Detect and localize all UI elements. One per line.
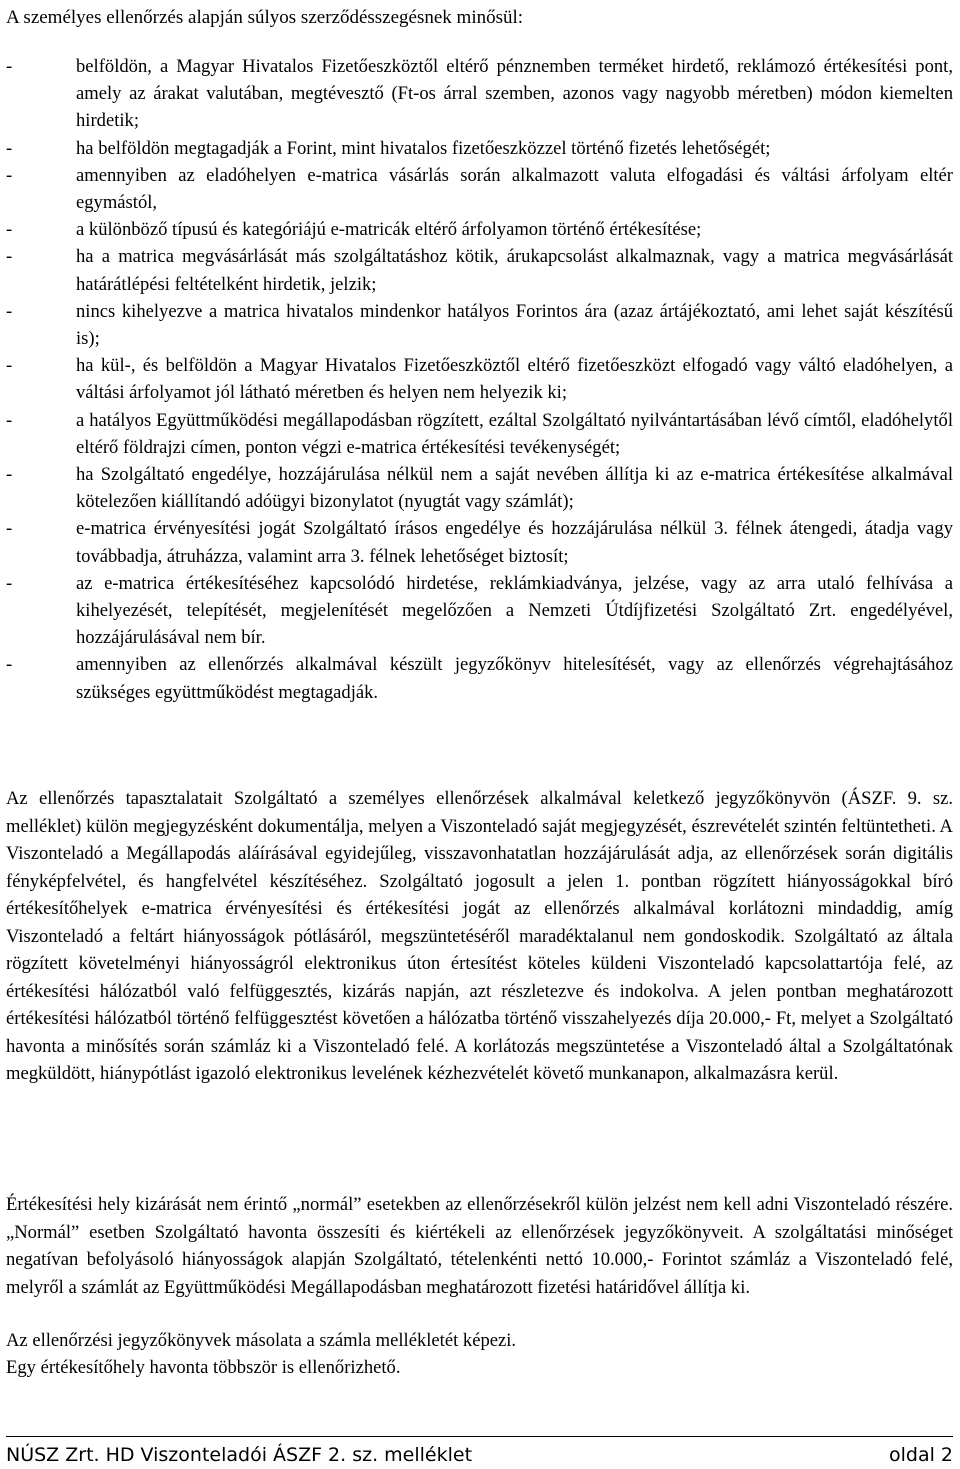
list-item xyxy=(6,298,953,352)
list-item-text: nincs kihelyezve a matrica hivatalos mindenkor hatályos Forintos ára (azaz ártájékoztató, ami lehet saját készítésű is); xyxy=(76,300,953,350)
list-dash: - xyxy=(6,518,13,540)
list-item-text: a különböző típusú és kategóriájú e-matricák eltérő árfolyamon történő értékesítése; xyxy=(76,219,702,241)
list-item xyxy=(6,135,953,162)
list-dash: - xyxy=(6,246,13,268)
list-item-text: belföldön, a Magyar Hivatalos Fizetőeszköztől eltérő pénznemben terméket hirdető, reklámozó értékesítési pont, amely az árakat valutában, megtévesztő (Ft-os árral szemben, azonos vagy nagyobb méretben) módon kiemelten hirdetik; xyxy=(76,56,953,132)
list-item xyxy=(6,515,953,569)
list-item xyxy=(6,162,953,216)
list-item-text: ha a matrica megvásárlását más szolgáltatáshoz kötik, árukapcsolást alkalmaznak, vagy a matrica megvásárlását határátlépési feltételként hirdetik, jelzik; xyxy=(76,246,953,295)
list-dash: - xyxy=(6,572,13,594)
list-item-text: ha kül-, és belföldön a Magyar Hivatalos Fizetőeszköztől eltérő fizetőeszközt elfogadó vagy váltó eladóhelyen, a váltási árfolyamot jól látható méretben és helyen nem helyezik ki; xyxy=(76,355,953,404)
list-dash: - xyxy=(6,56,13,77)
paragraph-inspection-findings: Az ellenőrzés tapasztalatait Szolgáltató a személyes ellenőrzések alkalmával keletkező jegyzőkönyvön (ÁSZF. 9. sz. melléklet) külön megjegyzésként dokumentálja, melyen a Viszonteladó saját megjegyzését, észrevételét szintén feltüntetheti. A Viszonteladó a Megállapodás aláírásával egyidejűleg, visszavonhatatlan hozzájárulását adja, az ellenőrzések során digitális fényképfelvétel, és hangfelvétel készítéséhez. Szolgáltató jogosult a jelen 1. pontban rögzített hiányosságokkal bíró értékesítőhelyek e-matrica érvényesítési és értékesítési jogát az ellenőrzés alkalmával korlátozni mindaddig, amíg Viszonteladó a feltárt hiányosságok pótlásáról, megszüntetéséről maradéktalanul nem gondoskodik. Szolgáltató az általa rögzített követelményi hiányosságról elektronikus úton értesítést köteles küldeni Viszonteladó kapcsolattartója felé, az értékesítési hálózatból való felfüggesztés, kizárás napján, azt részletezve és indokolva. A jelen pontban meghatározott értékesítési hálózatból történő felfüggesztést követően a hálózatba történő visszahelyezés díja 20.000,- Ft, melyet a Szolgáltató havonta a minősítés során számláz ki a Viszonteladó felé. A korlátozás megszüntetése a Viszonteladó által a Szolgáltatónak megküldött, hiánypótlást igazoló elektronikus levelének kézhezvételét követő munkanapon, alkalmazásra kerül. xyxy=(6,788,953,1084)
list-item-text: az e-matrica értékesítéséhez kapcsolódó hirdetése, reklámkiadványa, jelzése, vagy az arra utaló felhívása a kihelyezését, telepítését, megjelenítését megelőzően a Nemzeti Útdíjfizetési Szolgáltató Zrt. engedélyével, hozzájárulásával nem bír. xyxy=(76,572,953,649)
list-item xyxy=(6,651,953,705)
list-item xyxy=(6,352,953,406)
paragraph-invoice-attachment: Az ellenőrzési jegyzőkönyvek másolata a számla mellékletét képezi. xyxy=(6,1330,517,1351)
list-item-text: e-matrica érvényesítési jogát Szolgáltató írásos engedélye és hozzájárulása nélkül 3. félnek átengedi, átadja vagy továbbadja, átruházza, valamint arra 3. félnek lehetőséget biztosít; xyxy=(76,518,953,567)
list-dash: - xyxy=(6,654,13,676)
list-dash: - xyxy=(6,300,13,322)
list-dash: - xyxy=(6,464,13,486)
list-dash: - xyxy=(6,137,13,159)
list-item-text: amennyiben az eladóhelyen e-matrica vásárlás során alkalmazott valuta elfogadási és váltási árfolyam eltér egymástól, xyxy=(76,164,953,214)
list-item xyxy=(6,461,953,515)
list-item xyxy=(6,570,953,652)
list-item xyxy=(6,407,953,461)
list-item xyxy=(6,216,953,243)
list-dash: - xyxy=(6,219,13,241)
list-item-text: ha belföldön megtagadják a Forint, mint hivatalos fizetőeszközzel történő fizetés lehetőségét; xyxy=(76,137,771,159)
list-dash: - xyxy=(6,164,13,186)
footer-page-number: oldal 2 xyxy=(888,1444,953,1466)
footer-document-title: NÚSZ Zrt. HD Viszonteladói ÁSZF 2. sz. melléklet xyxy=(6,1444,473,1466)
list-item-text: amennyiben az ellenőrzés alkalmával készült jegyzőkönyv hitelesítését, vagy az ellenőrzés végrehajtásához szükséges együttműködést megtagadják. xyxy=(76,654,953,703)
section-heading: A személyes ellenőrzés alapján súlyos szerződésszegésnek minősül: xyxy=(6,7,524,28)
paragraph-normal-cases: Értékesítési hely kizárását nem érintő „normál” esetekben az ellenőrzésekről külön jelzést nem kell adni Viszonteladó részére. „Normál” esetben Szolgáltató havonta összesíti és kiértékeli az ellenőrzések jegyzőkönyveit. A szolgáltatási minőséget negatívan befolyásoló hiányosságok alapján Szolgáltató, tételenkénti nettó 10.000,- Forintot számláz a Viszonteladó felé, melyről a számlát az Együttműködési Megállapodásban meghatározott fizetési határidővel állítja ki. xyxy=(6,1194,953,1298)
paragraph-repeat-inspection: Egy értékesítőhely havonta többször is ellenőrizhető. xyxy=(6,1357,401,1378)
list-dash: - xyxy=(6,355,13,377)
list-item-text: ha Szolgáltató engedélye, hozzájárulása nélkül nem a saját nevében állítja ki az e-matrica értékesítése alkalmával kötelezően kiállítandó adóügyi bizonylatot (nyugtát vagy számlát); xyxy=(76,464,953,513)
list-item xyxy=(6,53,953,135)
list-dash: - xyxy=(6,409,13,431)
violations-list xyxy=(6,53,953,706)
list-item-text: a hatályos Együttműködési megállapodásban rögzített, ezáltal Szolgáltató nyilvántartásában lévő címtől, eladóhelytől eltérő földrajzi címen, ponton végzi e-matrica értékesítési tevékenységét; xyxy=(76,409,953,458)
footer-divider xyxy=(6,1436,953,1437)
list-item xyxy=(6,243,953,297)
page-footer xyxy=(6,1441,953,1469)
